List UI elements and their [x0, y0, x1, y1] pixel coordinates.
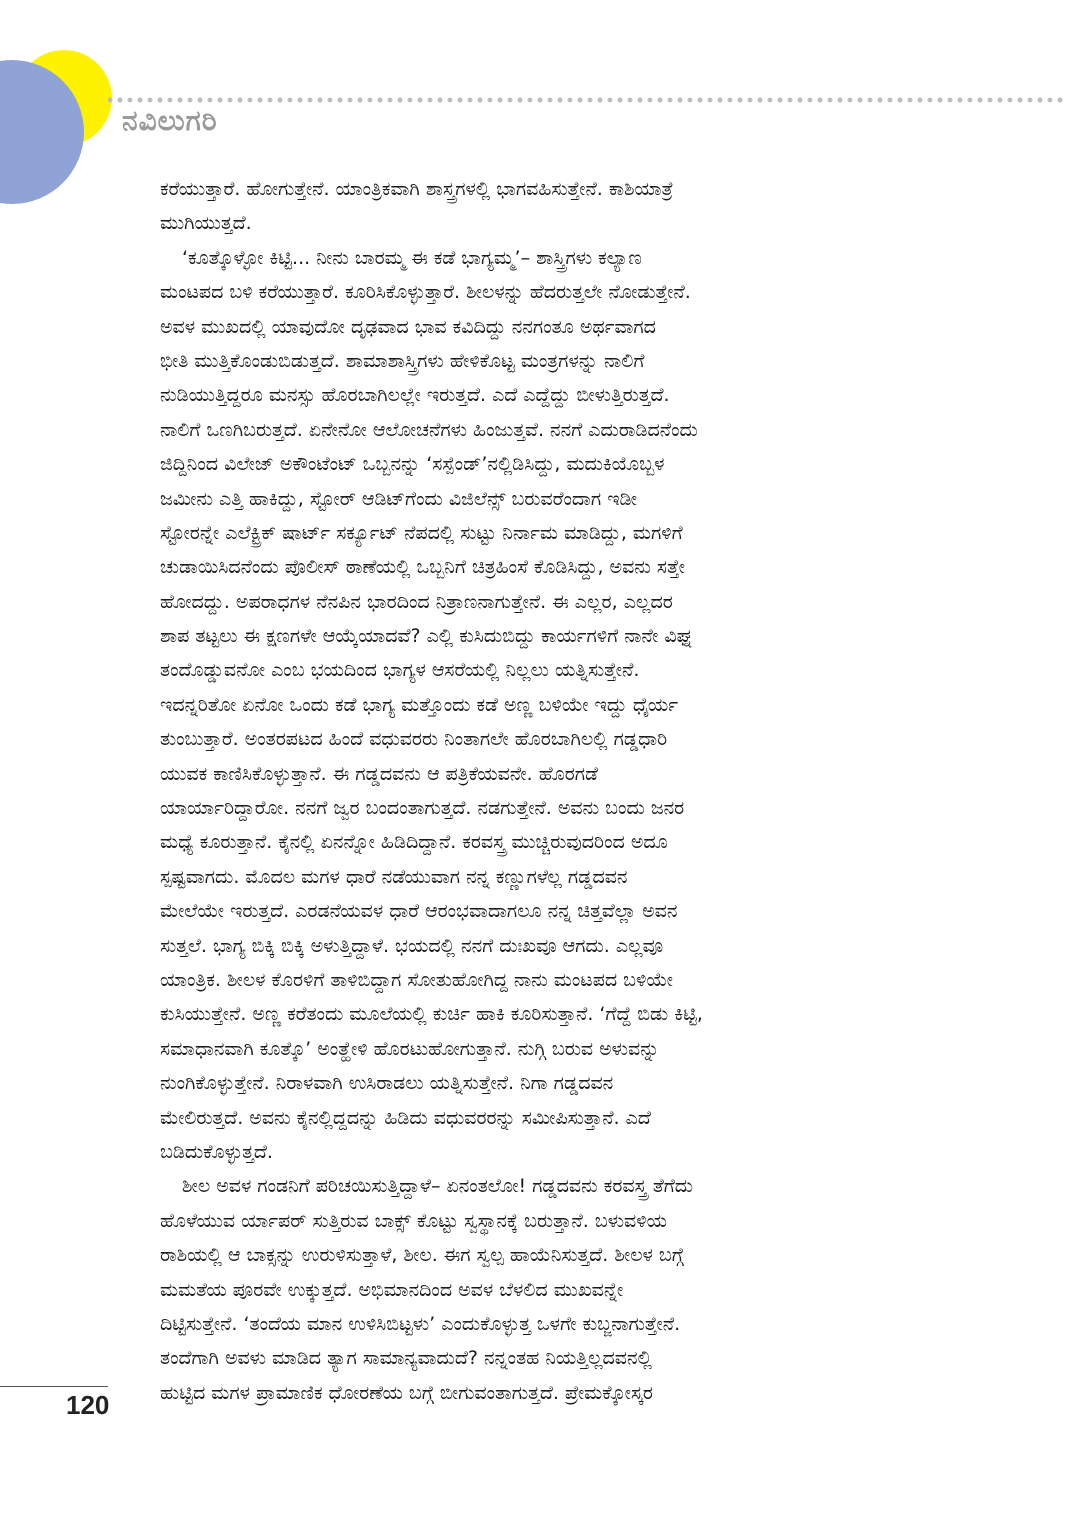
text-line: ತಂದೊಡ್ಡುವನೋ ಎಂಬ ಭಯದಿಂದ ಭಾಗ್ಯಳ ಆಸರೆಯಲ್ಲಿ ನಿಲ್ಲಲು ಯತ್ನಿಸುತ್ತೇನೆ. — [160, 659, 640, 682]
text-line: ಮಮತೆಯ ಪೂರವೇ ಉಕ್ಕುತ್ತದೆ. ಅಭಿಮಾನದಿಂದ ಅವಳ ಬೆಳಲಿದ ಮುಖವನ್ನೇ — [160, 1278, 624, 1301]
text-line: ಹೊಳೆಯುವ ರ್ಯಾಪರ್ ಸುತ್ತಿರುವ ಬಾಕ್ಸ್ ಕೊಟ್ಟು ಸ್ವಸ್ಥಾನಕ್ಕೆ ಬರುತ್ತಾನೆ. ಬಳುವಳಿಯ — [160, 1209, 667, 1232]
text-line: ಇದನ್ನರಿತೋ ಏನೋ ಒಂದು ಕಡೆ ಭಾಗ್ಯ ಮತ್ತೊಂದು ಕಡೆ ಅಣ್ಣ ಬಳಿಯೇ ಇದ್ದು ಧೈರ್ಯ — [160, 693, 679, 716]
text-line: ಹೋದದ್ದು. ಅಪರಾಧಗಳ ನೆನಪಿನ ಭಾರದಿಂದ ನಿತ್ರಾಣನಾಗುತ್ತೇನೆ. ಈ ಎಲ್ಲರ, ಎಲ್ಲದರ — [160, 590, 673, 613]
text-line: ಅವಳ ಮುಖದಲ್ಲಿ ಯಾವುದೋ ದೃಢವಾದ ಭಾವ ಕವಿದಿದ್ದು ನನಗಂತೂ ಅರ್ಥವಾಗದ — [160, 315, 656, 338]
text-line: ತುಂಬುತ್ತಾರೆ. ಅಂತರಪಟದ ಹಿಂದೆ ವಧುವರರು ನಿಂತಾಗಲೇ ಹೊರಬಾಗಿಲಲ್ಲಿ ಗಡ್ಡಧಾರಿ — [160, 728, 668, 751]
text-line: ಯಾರ್ಯಾರಿದ್ದಾರೋ. ನನಗೆ ಜ್ವರ ಬಂದಂತಾಗುತ್ತದೆ. ನಡಗುತ್ತೇನೆ. ಅವನು ಬಂದು ಜನರ — [160, 797, 685, 820]
text-line: ಭೀತಿ ಮುತ್ತಿಕೊಂಡುಬಿಡುತ್ತದೆ. ಶಾಮಾಶಾಸ್ತ್ರಿಗಳು ಹೇಳಿಕೊಟ್ಟ ಮಂತ್ರಗಳನ್ನು ನಾಲಿಗೆ — [160, 349, 645, 372]
page-number: 120 — [66, 1390, 110, 1420]
text-line: ಮೇಲೆಯೇ ಇರುತ್ತದೆ. ಎರಡನೆಯವಳ ಧಾರೆ ಆರಂಭವಾದಾಗಲೂ ನನ್ನ ಚಿತ್ತವೆಲ್ಲಾ ಅವನ — [160, 900, 678, 923]
text-line: ದಿಟ್ಟಿಸುತ್ತೇನೆ. ‘ತಂದೆಯ ಮಾನ ಉಳಿಸಿಬಿಟ್ಟಳು’ ಎಂದುಕೊಳ್ಳುತ್ತ ಒಳಗೇ ಕುಬ್ಜನಾಗುತ್ತೇನೆ. — [160, 1312, 681, 1335]
body-text — [160, 172, 912, 1410]
text-line: ಯುವಕ ಕಾಣಿಸಿಕೊಳ್ಳುತ್ತಾನೆ. ಈ ಗಡ್ಡದವನು ಆ ಪತ್ರಿಕೆಯವನೇ. ಹೊರಗಡೆ — [160, 762, 598, 785]
text-line: ಸ್ಟೋರನ್ನೇ ಎಲೆಕ್ಟ್ರಿಕ್ ಷಾರ್ಟ್ ಸರ್ಕ್ಯೂಟ್ ನೆಪದಲ್ಲಿ ಸುಟ್ಟು ನಿರ್ನಾಮ ಮಾಡಿದ್ದು, ಮಗಳಿಗೆ — [160, 521, 683, 544]
text-line: ಮಂಟಪದ ಬಳಿ ಕರೆಯುತ್ತಾರೆ. ಕೂರಿಸಿಕೊಳ್ಳುತ್ತಾರೆ. ಶೀಲಳನ್ನು ಹೆದರುತ್ತಲೇ ನೋಡುತ್ತೇನೆ. — [160, 281, 691, 304]
running-head: ನವಿಲುಗರಿ — [122, 104, 218, 137]
footer-rule — [0, 1386, 108, 1387]
text-line: ತಂದೆಗಾಗಿ ಅವಳು ಮಾಡಿದ ತ್ಯಾಗ ಸಾಮಾನ್ಯವಾದುದೆ? ನನ್ನಂತಹ ನಿಯತ್ತಿಲ್ಲದವನಲ್ಲಿ — [160, 1347, 652, 1370]
text-line: ಜಿದ್ದಿನಿಂದ ವಿಲೇಜ್ ಅಕೌಂಟೆಂಟ್ ಒಬ್ಬನನ್ನು ‘ಸಸ್ಪೆಂಡ್’ನಲ್ಲಿಡಿಸಿದ್ದು, ಮದುಕಿಯೊಬ್ಬಳ — [160, 453, 665, 476]
text-line: ಚುಡಾಯಿಸಿದನೆಂದು ಪೊಲೀಸ್ ಠಾಣೆಯಲ್ಲಿ ಒಬ್ಬನಿಗೆ ಚಿತ್ರಹಿಂಸೆ ಕೊಡಿಸಿದ್ದು, ಅವನು ಸತ್ತೇ — [160, 556, 685, 579]
text-line: ಜಮೀನು ಎತ್ತಿ ಹಾಕಿದ್ದು, ಸ್ಟೋರ್ ಆಡಿಟ್‌ಗೆಂದು ವಿಜಿಲೆನ್ಸ್ ಬರುವರೆಂದಾಗ ಇಡೀ — [160, 487, 637, 510]
text-line: ‘ಕೂತ್ಕೊಳ್ಳೋ ಕಿಟ್ಟಿ... ನೀನು ಬಾರಮ್ಮ ಈ ಕಡೆ ಭಾಗ್ಯಮ್ಮ’– ಶಾಸ್ತ್ರಿಗಳು ಕಲ್ಯಾಣ — [182, 246, 642, 269]
text-line: ಮಧ್ಯೆ ಕೂರುತ್ತಾನೆ. ಕೈನಲ್ಲಿ ಏನನ್ನೋ ಹಿಡಿದಿದ್ದಾನೆ. ಕರವಸ್ತ್ರ ಮುಚ್ಚಿರುವುದರಿಂದ ಅದೂ — [160, 831, 668, 854]
text-line: ಮುಗಿಯುತ್ತದೆ. — [160, 212, 252, 235]
text-line: ಬಡಿದುಕೊಳ್ಳುತ್ತದೆ. — [160, 1140, 273, 1163]
text-line: ಶಾಪ ತಟ್ಟಲು ಈ ಕ್ಷಣಗಳೇ ಆಯ್ಕೆಯಾದವೆ? ಎಲ್ಲಿ ಕುಸಿದುಬಿದ್ದು ಕಾರ್ಯಗಳಿಗೆ ನಾನೇ ವಿಘ್ನ — [160, 625, 694, 648]
text-line: ನುಡಿಯುತ್ತಿದ್ದರೂ ಮನಸ್ಸು ಹೊರಬಾಗಿಲಲ್ಲೇ ಇರುತ್ತದೆ. ಎದೆ ಎದ್ದೆದ್ದು ಬೀಳುತ್ತಿರುತ್ತದೆ. — [160, 384, 670, 407]
text-line: ಮೇಲಿರುತ್ತದೆ. ಅವನು ಕೈನಲ್ಲಿದ್ದದನ್ನು ಹಿಡಿದು ವಧುವರರನ್ನು ಸಮೀಪಿಸುತ್ತಾನೆ. ಎದೆ — [160, 1106, 651, 1129]
text-line: ಸಮಾಧಾನವಾಗಿ ಕೂತ್ಕೊ’ ಅಂತ್ಹೇಳಿ ಹೊರಟುಹೋಗುತ್ತಾನೆ. ನುಗ್ಗಿ ಬರುವ ಅಳುವನ್ನು — [160, 1037, 660, 1060]
text-line: ರಾಶಿಯಲ್ಲಿ ಆ ಬಾಕ್ಸನ್ನು ಉರುಳಿಸುತ್ತಾಳೆ, ಶೀಲ. ಈಗ ಸ್ವಲ್ಪ ಹಾಯೆನಿಸುತ್ತದೆ. ಶೀಲಳ ಬಗ್ಗೆ — [160, 1244, 684, 1267]
text-line: ಕರೆಯುತ್ತಾರೆ. ಹೋಗುತ್ತೇನೆ. ಯಾಂತ್ರಿಕವಾಗಿ ಶಾಸ್ತ್ರಗಳಲ್ಲಿ ಭಾಗವಹಿಸುತ್ತೇನೆ. ಕಾಶಿಯಾತ್ರೆ — [160, 178, 674, 200]
text-line: ಸ್ಪಷ್ಟವಾಗದು. ಮೊದಲ ಮಗಳ ಧಾರೆ ನಡೆಯುವಾಗ ನನ್ನ ಕಣ್ಣುಗಳೆಲ್ಲ ಗಡ್ಡದವನ — [160, 865, 628, 888]
dotted-header-rule — [108, 96, 1070, 104]
text-line: ಸುತ್ತಲೆ. ಭಾಗ್ಯ ಬಿಕ್ಕಿ ಬಿಕ್ಕಿ ಅಳುತ್ತಿದ್ದಾಳೆ. ಭಯದಲ್ಲಿ ನನಗೆ ದುಃಖವೂ ಆಗದು. ಎಲ್ಲವೂ — [160, 934, 664, 957]
text-line: ನುಂಗಿಕೊಳ್ಳುತ್ತೇನೆ. ನಿರಾಳವಾಗಿ ಉಸಿರಾಡಲು ಯತ್ನಿಸುತ್ತೇನೆ. ನಿಗಾ ಗಡ್ಡದವನ — [160, 1072, 614, 1095]
text-line: ಕುಸಿಯುತ್ತೇನೆ. ಅಣ್ಣ ಕರೆತಂದು ಮೂಲೆಯಲ್ಲಿ ಕುರ್ಚಿ ಹಾಕಿ ಕೂರಿಸುತ್ತಾನೆ. ‘ಗೆದ್ದೆ ಬಿಡು ಕಿಟ್ಟಿ, — [160, 1003, 703, 1026]
text-line: ನಾಲಿಗೆ ಒಣಗಿಬರುತ್ತದೆ. ಏನೇನೋ ಆಲೋಚನೆಗಳು ಹಿಂಜುತ್ತವೆ. ನನಗೆ ಎದುರಾಡಿದನೆಂದು — [160, 418, 698, 441]
text-line: ಯಾಂತ್ರಿಕ. ಶೀಲಳ ಕೊರಳಿಗೆ ತಾಳಿಬಿದ್ದಾಗ ಸೋತುಹೋಗಿದ್ದ ನಾನು ಮಂಟಪದ ಬಳಿಯೇ — [160, 968, 673, 991]
text-line: ಹುಟ್ಟಿದ ಮಗಳ ಪ್ರಾಮಾಣಿಕ ಧೋರಣೆಯ ಬಗ್ಗೆ ಬೀಗುವಂತಾಗುತ್ತದೆ. ಪ್ರೇಮಕ್ಕೋಸ್ಕರ — [160, 1381, 653, 1404]
text-line: ಶೀಲ ಅವಳ ಗಂಡನಿಗೆ ಪರಿಚಯಿಸುತ್ತಿದ್ದಾಳೆ– ಏನಂತಲೋ! ಗಡ್ಡದವನು ಕರವಸ್ತ್ರ ತೆಗೆದು — [182, 1175, 694, 1198]
